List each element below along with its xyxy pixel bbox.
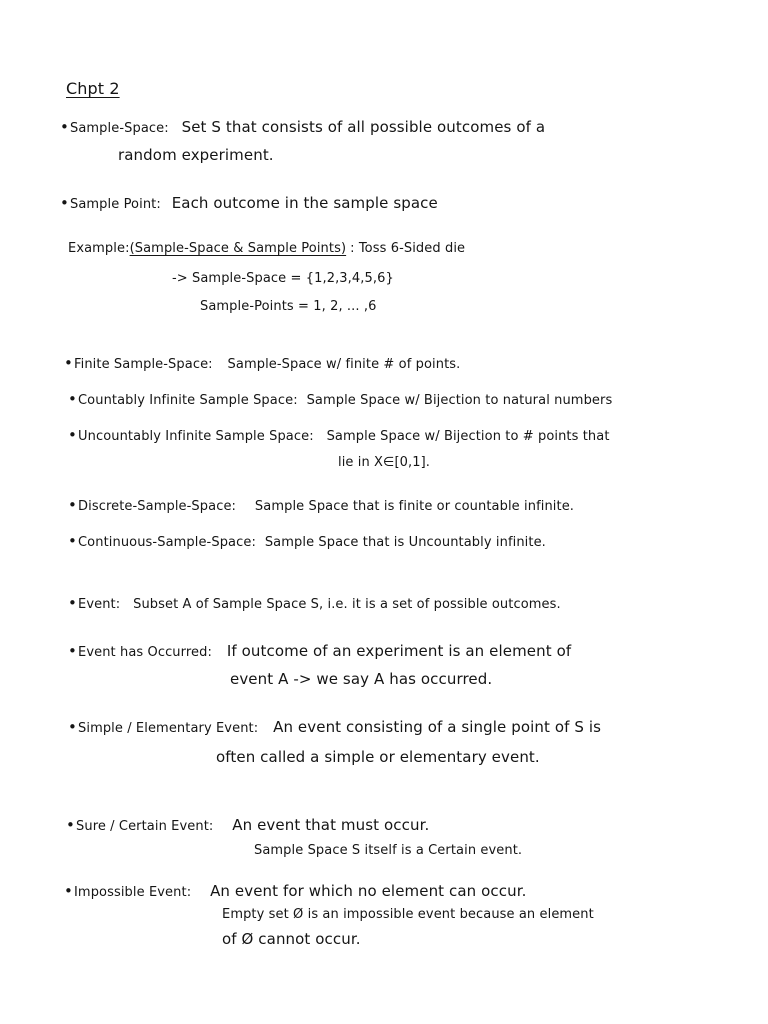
bullet-glyph: • (60, 118, 69, 136)
page-title: Chpt 2 (66, 79, 120, 98)
bullet-glyph: • (68, 718, 77, 736)
countably-infinite-entry (68, 390, 612, 410)
event-occurred-def-line1: If outcome of an experiment is an element of (226, 642, 572, 660)
impossible-event-entry (64, 882, 526, 902)
bullet-glyph: • (68, 496, 77, 514)
bullet-glyph: • (64, 882, 73, 900)
uncountably-infinite-def-line2: lie in X∈[0,1]. (338, 455, 431, 470)
uncountably-infinite-entry (68, 426, 610, 446)
event-entry (68, 594, 561, 614)
finite-def: Sample-Space w/ finite # of points. (227, 357, 461, 372)
discrete-term: Discrete-Sample-Space: (78, 499, 237, 514)
finite-entry (64, 354, 460, 374)
example-paren: (Sample-Space & Sample Points) (129, 241, 347, 256)
event-def: Subset A of Sample Space S, i.e. it is a set of possible outcomes. (133, 597, 561, 612)
sample-point-def: Each outcome in the sample space (171, 194, 438, 212)
simple-event-def-line2: often called a simple or elementary event. (216, 748, 540, 766)
bullet-glyph: • (68, 390, 77, 408)
continuous-term: Continuous-Sample-Space: (78, 535, 256, 550)
bullet-glyph: • (68, 642, 77, 660)
sample-space-entry (60, 118, 545, 138)
event-occurred-term: Event has Occurred: (78, 645, 212, 660)
bullet-glyph: • (60, 194, 69, 212)
bullet-glyph: • (68, 426, 77, 444)
impossible-event-term: Impossible Event: (74, 885, 192, 900)
example-line2: -> Sample-Space = {1,2,3,4,5,6} (172, 271, 394, 286)
countably-infinite-def: Sample Space w/ Bijection to natural numbers (306, 393, 613, 408)
sure-event-def-line1: An event that must occur. (232, 816, 430, 834)
countably-infinite-term: Countably Infinite Sample Space: (78, 393, 298, 408)
sample-space-def-line2: random experiment. (118, 146, 274, 164)
impossible-event-def-line2: Empty set Ø is an impossible event because an element (222, 907, 594, 922)
finite-term: Finite Sample-Space: (74, 357, 213, 372)
impossible-event-def-line3: of Ø cannot occur. (222, 930, 361, 948)
event-occurred-def-line2: event A -> we say A has occurred. (230, 670, 493, 688)
event-term: Event: (78, 597, 121, 612)
discrete-entry (68, 496, 574, 516)
bullet-glyph: • (64, 354, 73, 372)
simple-event-term: Simple / Elementary Event: (78, 721, 259, 736)
sample-space-term: Sample-Space: (70, 121, 169, 136)
example-tail: : Toss 6-Sided die (350, 241, 466, 256)
example-label: Example: (68, 241, 130, 256)
uncountably-infinite-term: Uncountably Infinite Sample Space: (78, 429, 314, 444)
example-line3: Sample-Points = 1, 2, ... ,6 (200, 299, 377, 314)
simple-event-def-line1: An event consisting of a single point of S is (273, 718, 602, 736)
sure-event-entry (66, 816, 429, 836)
sure-event-def-line2: Sample Space S itself is a Certain event. (254, 843, 523, 858)
continuous-def: Sample Space that is Uncountably infinite. (264, 535, 546, 550)
sure-event-term: Sure / Certain Event: (76, 819, 214, 834)
simple-event-entry (68, 718, 601, 738)
bullet-glyph: • (66, 816, 75, 834)
sample-point-entry (60, 194, 438, 214)
continuous-entry (68, 532, 546, 552)
bullet-glyph: • (68, 532, 77, 550)
sample-space-def-line1: Set S that consists of all possible outcomes of a (181, 118, 546, 136)
event-occurred-entry (68, 642, 571, 662)
example-line1 (68, 240, 465, 258)
impossible-event-def-line1: An event for which no element can occur. (210, 882, 527, 900)
uncountably-infinite-def-line1: Sample Space w/ Bijection to # points that (326, 429, 610, 444)
bullet-glyph: • (68, 594, 77, 612)
discrete-def: Sample Space that is finite or countable infinite. (254, 499, 575, 514)
sample-point-term: Sample Point: (70, 197, 161, 212)
